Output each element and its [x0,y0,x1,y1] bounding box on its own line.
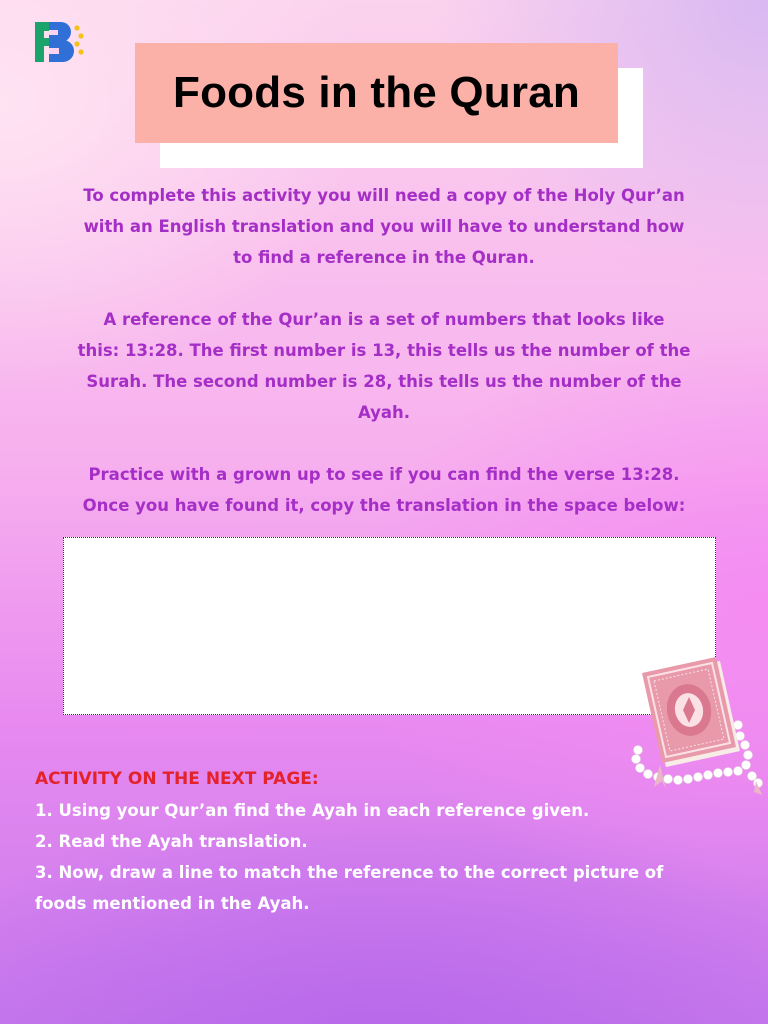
intro-line: Surah. The second number is 28, this tells us the number of the [86,372,682,391]
intro-line: with an English translation and you will have to understand how [83,217,685,236]
intro-line: to find a reference in the Quran. [233,248,535,267]
intro-line: Once you have found it, copy the translation in the space below: [82,496,686,515]
title-box [135,43,618,143]
brand-logo-icon [33,18,85,66]
activity-heading: ACTIVITY ON THE NEXT PAGE: [35,769,319,789]
intro-line: A reference of the Qur’an is a set of numbers that looks like [103,310,665,329]
activity-step: 3. Now, draw a line to match the reference to the correct picture of [35,863,664,882]
page-title: Foods in the Quran [173,68,580,117]
intro-line: this: 13:28. The first number is 13, this tells us the number of the [77,341,691,360]
intro-line: Practice with a grown up to see if you can find the verse 13:28. [88,465,680,484]
activity-step: foods mentioned in the Ayah. [35,894,310,913]
activity-section [35,764,745,919]
translation-writing-box[interactable] [63,537,716,715]
instructions [40,180,728,521]
intro-line: To complete this activity you will need a copy of the Holy Qur’an [83,186,685,205]
activity-step: 1. Using your Qur’an find the Ayah in each reference given. [35,801,590,820]
activity-step: 2. Read the Ayah translation. [35,832,308,851]
intro-line: Ayah. [357,403,411,422]
